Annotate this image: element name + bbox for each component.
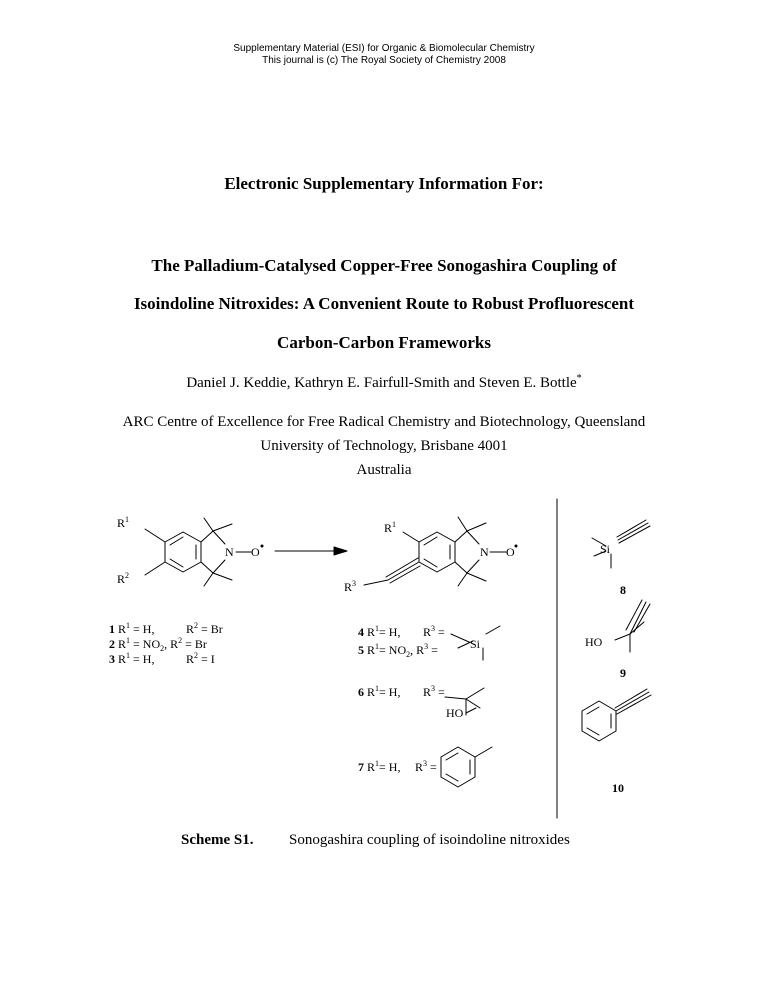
product-label-6: 6 $R^1= H$, $R^3$ = — [358, 684, 445, 699]
reagent-8-si-label: Si — [600, 542, 611, 556]
affiliation-line-3: Australia — [356, 462, 412, 478]
product-label-4: 4 $R^1= H$, $R^3$ = — [358, 624, 445, 639]
product-r3-label: $R^3$ — [344, 579, 357, 594]
reagent-10-structure — [582, 689, 651, 741]
product-n-label: N — [480, 545, 489, 559]
reagent-8-label: 8 — [620, 583, 626, 597]
start-label-2: 2 $R^1 = NO_2$, $R^2 = Br$ — [109, 636, 207, 653]
reagent-10-label: 10 — [612, 781, 624, 795]
tms-si-label: Si — [470, 637, 481, 651]
start-label-1: 1 $R^1 = H$, $R^2 = Br$ — [109, 621, 223, 636]
scheme-caption-label: Scheme S1. — [181, 832, 254, 848]
start-radical-dot — [261, 545, 264, 548]
scheme-caption-text: Sonogashira coupling of isoindoline nitroxides — [289, 832, 570, 848]
reagent-9-structure — [615, 600, 650, 652]
alkyne-bond — [388, 562, 419, 580]
starting-material-structure — [145, 518, 251, 586]
product-o-label: O — [506, 545, 515, 559]
start-label-3: 3 $R^1 = H$, $R^2 = I$ — [109, 651, 215, 666]
header-line-2: This journal is (c) The Royal Society of Chemistry 2008 — [262, 55, 506, 66]
start-n-label: N — [225, 545, 234, 559]
product-radical-dot — [515, 545, 518, 548]
affiliation-line-2: University of Technology, Brisbane 4001 — [260, 438, 508, 454]
product-label-5: 5 $R^1= NO_2$, $R^3$ = — [358, 642, 438, 659]
affiliation-line-1: ARC Centre of Excellence for Free Radical Chemistry and Biotechnology, Queensland — [122, 414, 646, 430]
start-r2-label: $R^2$ — [117, 571, 130, 586]
product-r1-label: $R^1$ — [384, 520, 397, 535]
title-line-1: The Palladium-Catalysed Copper-Free Sonogashira Coupling of — [151, 256, 617, 275]
author-names: Daniel J. Keddie, Kathryn E. Fairfull-Smith and Steven E. Bottle — [186, 375, 577, 391]
product-label-7: 7 $R^1= H$, $R^3$ = — [358, 759, 437, 774]
start-r1-label: $R^1$ — [117, 515, 130, 530]
title-line-3: Carbon-Carbon Frameworks — [277, 333, 491, 352]
reagent-9-label: 9 — [620, 666, 626, 680]
phenyl-group-7 — [441, 747, 492, 787]
hydroxy-ho-label: HO — [446, 706, 464, 720]
header-line-1: Supplementary Material (ESI) for Organic & Biomolecular Chemistry — [233, 43, 535, 54]
reagent-9-ho-label: HO — [585, 635, 603, 649]
start-o-label: O — [251, 545, 260, 559]
title-line-2: Isoindoline Nitroxides: A Convenient Route to Robust Profluorescent — [133, 294, 635, 313]
corresponding-mark: * — [576, 373, 582, 384]
reaction-arrow-head — [334, 547, 347, 555]
esi-heading: Electronic Supplementary Information For: — [224, 174, 544, 193]
